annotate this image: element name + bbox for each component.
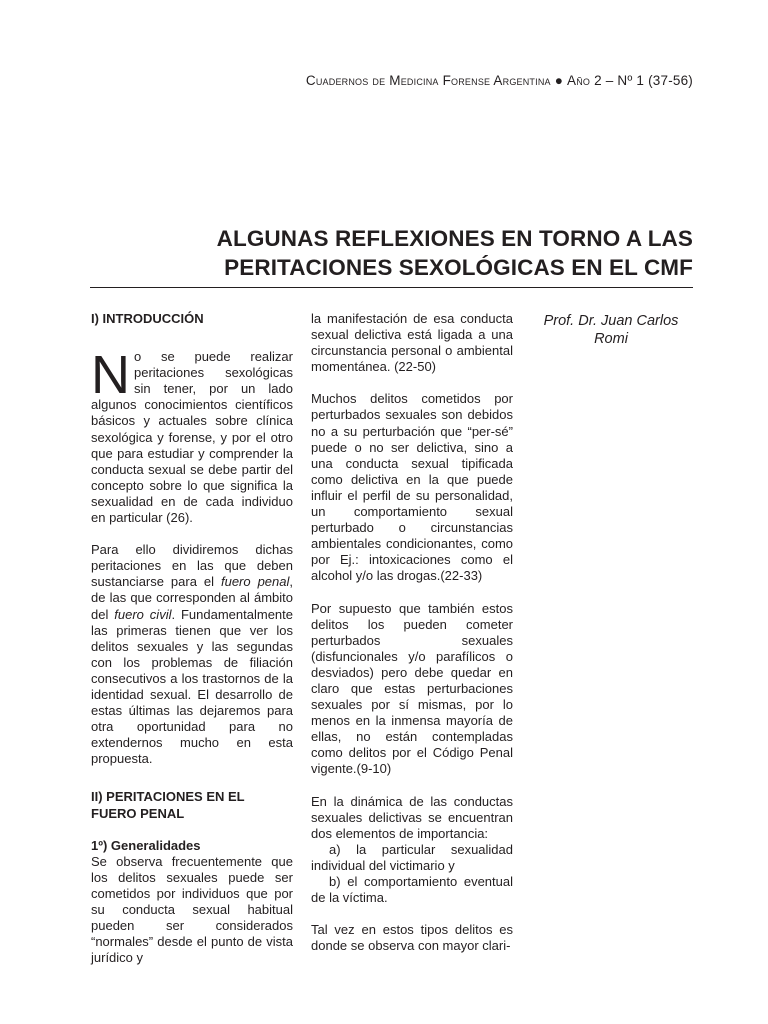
list-item-b: b) el comportamiento eventual de la víctima. <box>311 874 513 906</box>
paragraph-generalidades: Se observa frecuentemente que los delitos sexuales puede ser cometidos por individuos que por su conducta sexual habitual pueden ser considerados “normales” desde el punto de vista jurídico y <box>91 853 293 966</box>
text-run: Para ello dividiremos dichas peritaciones en las que deben sustanciarse para el <box>91 542 293 590</box>
paragraph-continuation: la manifestación de esa conducta sexual delictiva está ligada a una circunstancia personal o ambiental momentánea. (22-50) <box>311 311 513 375</box>
column-left <box>91 311 293 966</box>
bullet-icon: ● <box>554 73 564 88</box>
intro-text: o se puede realizar peritaciones sexológicas sin tener, por un lado algunos conocimientos científicos básicos y actuales sobre clínica sexológica y forense, y por el otro que para estudiar y comprender la conducta sexual se debe partir del concepto sobre lo que significa la sexualidad en de cada individuo en particular (26). <box>91 349 293 526</box>
author-line-2: Romi <box>594 331 628 347</box>
author-line-1: Prof. Dr. Juan Carlos <box>543 313 679 329</box>
article-title <box>93 224 693 282</box>
section-heading-introduccion: I) INTRODUCCIÓN <box>91 311 204 326</box>
text-run: , de las que corresponden al ámbito del <box>91 574 293 622</box>
running-head <box>306 73 693 88</box>
title-line-1: ALGUNAS REFLEXIONES EN TORNO A LAS <box>216 226 693 251</box>
paragraph-fueros <box>91 542 293 767</box>
title-line-2: PERITACIONES SEXOLÓGICAS EN EL CMF <box>224 255 693 280</box>
issue-info: Año 2 – Nº 1 (37-56) <box>567 73 693 88</box>
list-item-a: a) la particular sexualidad individual del victimario y <box>311 841 513 873</box>
paragraph-tal-vez: Tal vez en estos tipos delitos es donde se observa con mayor clari- <box>311 922 513 954</box>
text-run: . Fundamentalmente las primeras tienen que ver los delitos sexuales y las segundas con los problemas de filiación consecutivos a los trastornos de la identidad sexual. El desarrollo de estas últimas las dejaremos para otra oportunidad para no extendernos mucho en esta propuesta. <box>91 606 293 767</box>
paragraph-por-supuesto: Por supuesto que también estos delitos los pueden cometer perturbados sexuales (disfuncionales y/o parafílicos o desviados) pero debe quedar en claro que estas perturbaciones sexuales por sí mismas, por lo menos en la inmensa mayoría de ellas, no están contempladas como delitos por el Código Penal vigente.(9-10) <box>311 600 513 777</box>
drop-cap: N <box>91 345 130 406</box>
emphasis-fuero-penal: fuero penal <box>220 574 290 590</box>
subheading-generalidades: 1º) Generalidades <box>91 837 201 853</box>
journal-name: Cuadernos de Medicina Forense Argentina <box>305 73 551 88</box>
section-heading-fuero-penal: II) PERITACIONES EN EL FUERO PENAL <box>91 789 245 821</box>
title-rule <box>90 287 693 288</box>
paragraph-perturbados: Muchos delitos cometidos por perturbados sexuales son debidos no a su perturbación que “per-sé” puede o no ser delictiva, sino a una conducta sexual tipificada como delictiva en la que puede influir el perfil de su personalidad, un comportamiento sexual perturbado o circunstancias ambientales condicionantes, como por Ej.: intoxicaciones como el alcohol y/o las drogas.(22-33) <box>311 391 513 584</box>
author-name <box>531 312 691 348</box>
emphasis-fuero-civil: fuero civil <box>114 606 172 622</box>
column-middle <box>311 311 513 954</box>
intro-paragraph <box>91 345 293 526</box>
paragraph-dinamica: En la dinámica de las conductas sexuales delictivas se encuentran dos elementos de importancia: <box>311 793 513 841</box>
